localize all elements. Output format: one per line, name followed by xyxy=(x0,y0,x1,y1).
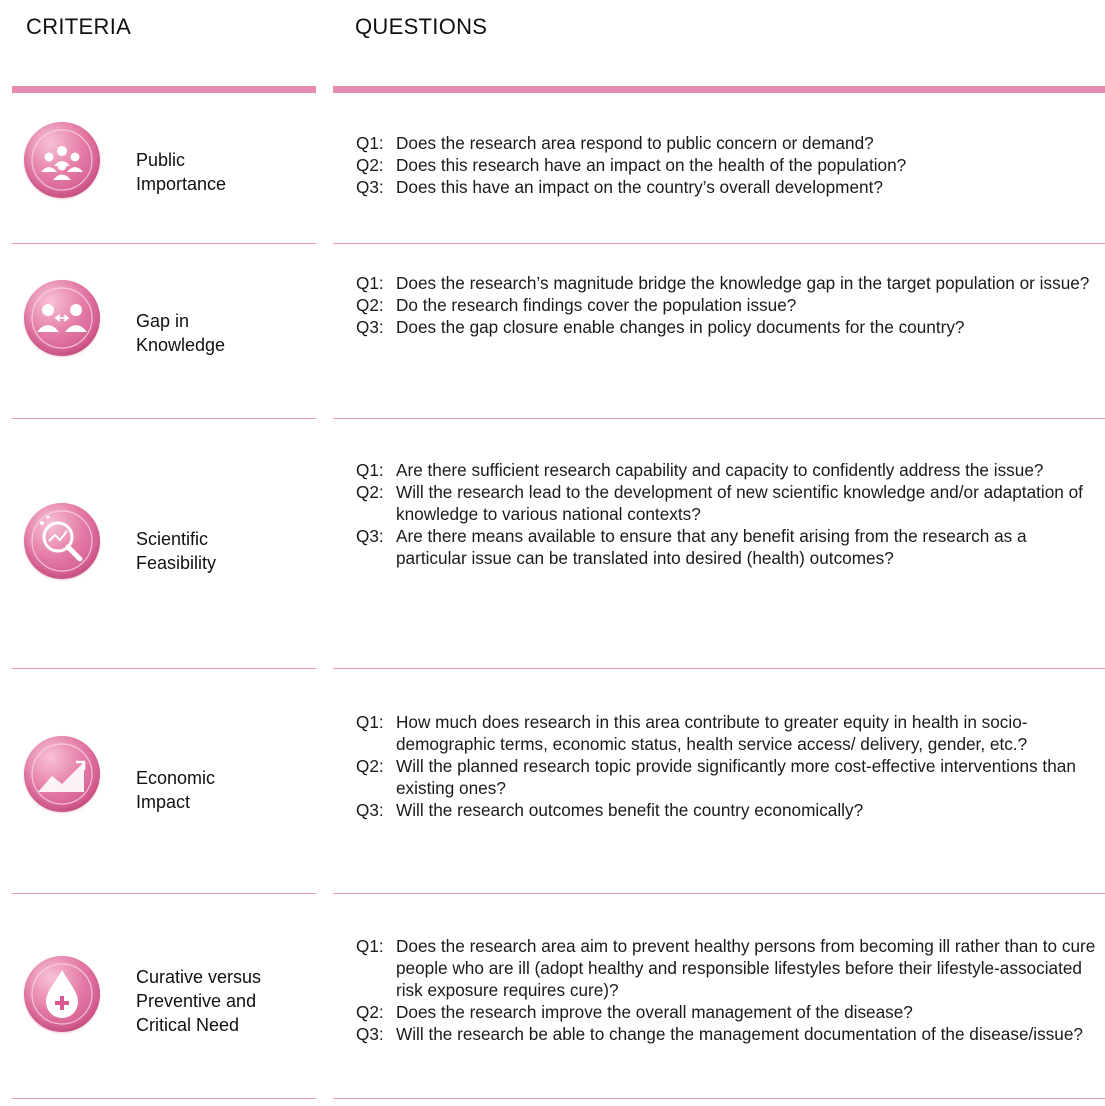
criterion-public-importance: Public Importance xyxy=(136,150,227,194)
question-item: Q3: Does the gap closure enable changes in policy documents for the country? xyxy=(356,317,965,337)
row-divider-right xyxy=(333,668,1105,669)
row-divider-right xyxy=(333,1098,1105,1099)
row-divider-left xyxy=(12,668,316,669)
header-rule-left xyxy=(12,86,316,93)
magnifier-chart-icon xyxy=(24,503,100,579)
header-rule-right xyxy=(333,86,1105,93)
question-item: Q3: Are there means available to ensure that any benefit arising from the research as a particular issue can be translated into desired (health) outcomes? xyxy=(356,526,1027,568)
questions-gap-in-knowledge xyxy=(356,272,1101,338)
question-item: Q1: Are there sufficient research capability and capacity to confidently address the issue? xyxy=(356,460,1044,480)
criterion-curative-preventive: Curative versus Preventive and Critical Need xyxy=(136,967,262,1035)
row-divider-right xyxy=(333,243,1105,244)
question-item: Q2: Does this research have an impact on the health of the population? xyxy=(356,155,907,175)
question-item: Q1: Does the research’s magnitude bridge the knowledge gap in the target population or issue? xyxy=(356,273,1090,293)
criterion-economic-impact: Economic Impact xyxy=(136,768,216,812)
criteria-header: CRITERIA xyxy=(26,14,132,39)
two-people-exchange-icon xyxy=(24,280,100,356)
row-divider-left xyxy=(12,418,316,419)
criterion-gap-in-knowledge: Gap in Knowledge xyxy=(136,311,226,355)
criterion-scientific-feasibility: Scientific Feasibility xyxy=(136,529,217,573)
row-divider-right xyxy=(333,893,1105,894)
questions-scientific-feasibility xyxy=(356,459,1101,569)
blood-drop-cross-icon xyxy=(24,956,100,1032)
row-divider-right xyxy=(333,418,1105,419)
question-item: Q2: Does the research improve the overall management of the disease? xyxy=(356,1002,913,1022)
question-item: Q3: Will the research outcomes benefit the country economically? xyxy=(356,800,864,820)
question-item: Q1: How much does research in this area contribute to greater equity in health in socio-demographic terms, economic status, health service access/ delivery, gender, etc.? xyxy=(356,712,1028,754)
people-group-icon xyxy=(24,122,100,198)
questions-curative-preventive xyxy=(356,935,1101,1045)
question-item: Q2: Do the research findings cover the population issue? xyxy=(356,295,797,315)
question-item: Q2: Will the planned research topic provide significantly more cost-effective interventions than existing ones? xyxy=(356,756,1076,798)
trend-chart-icon xyxy=(24,736,100,812)
row-divider-left xyxy=(12,893,316,894)
questions-public-importance xyxy=(356,132,1101,198)
row-divider-left xyxy=(12,1098,316,1099)
question-item: Q3: Does this have an impact on the country’s overall development? xyxy=(356,177,883,197)
question-item: Q1: Does the research area aim to prevent healthy persons from becoming ill rather than to cure people who are ill (adopt healthy and responsible lifestyles before their lifestyle-associated risk exposure requires cure)? xyxy=(356,936,1096,1000)
question-item: Q1: Does the research area respond to public concern or demand? xyxy=(356,133,874,153)
questions-header: QUESTIONS xyxy=(355,14,488,39)
row-divider-left xyxy=(12,243,316,244)
questions-economic-impact xyxy=(356,711,1101,821)
question-item: Q3: Will the research be able to change the management documentation of the disease/issue? xyxy=(356,1024,1083,1044)
question-item: Q2: Will the research lead to the development of new scientific knowledge and/or adaptation of knowledge to various national contexts? xyxy=(356,482,1083,524)
